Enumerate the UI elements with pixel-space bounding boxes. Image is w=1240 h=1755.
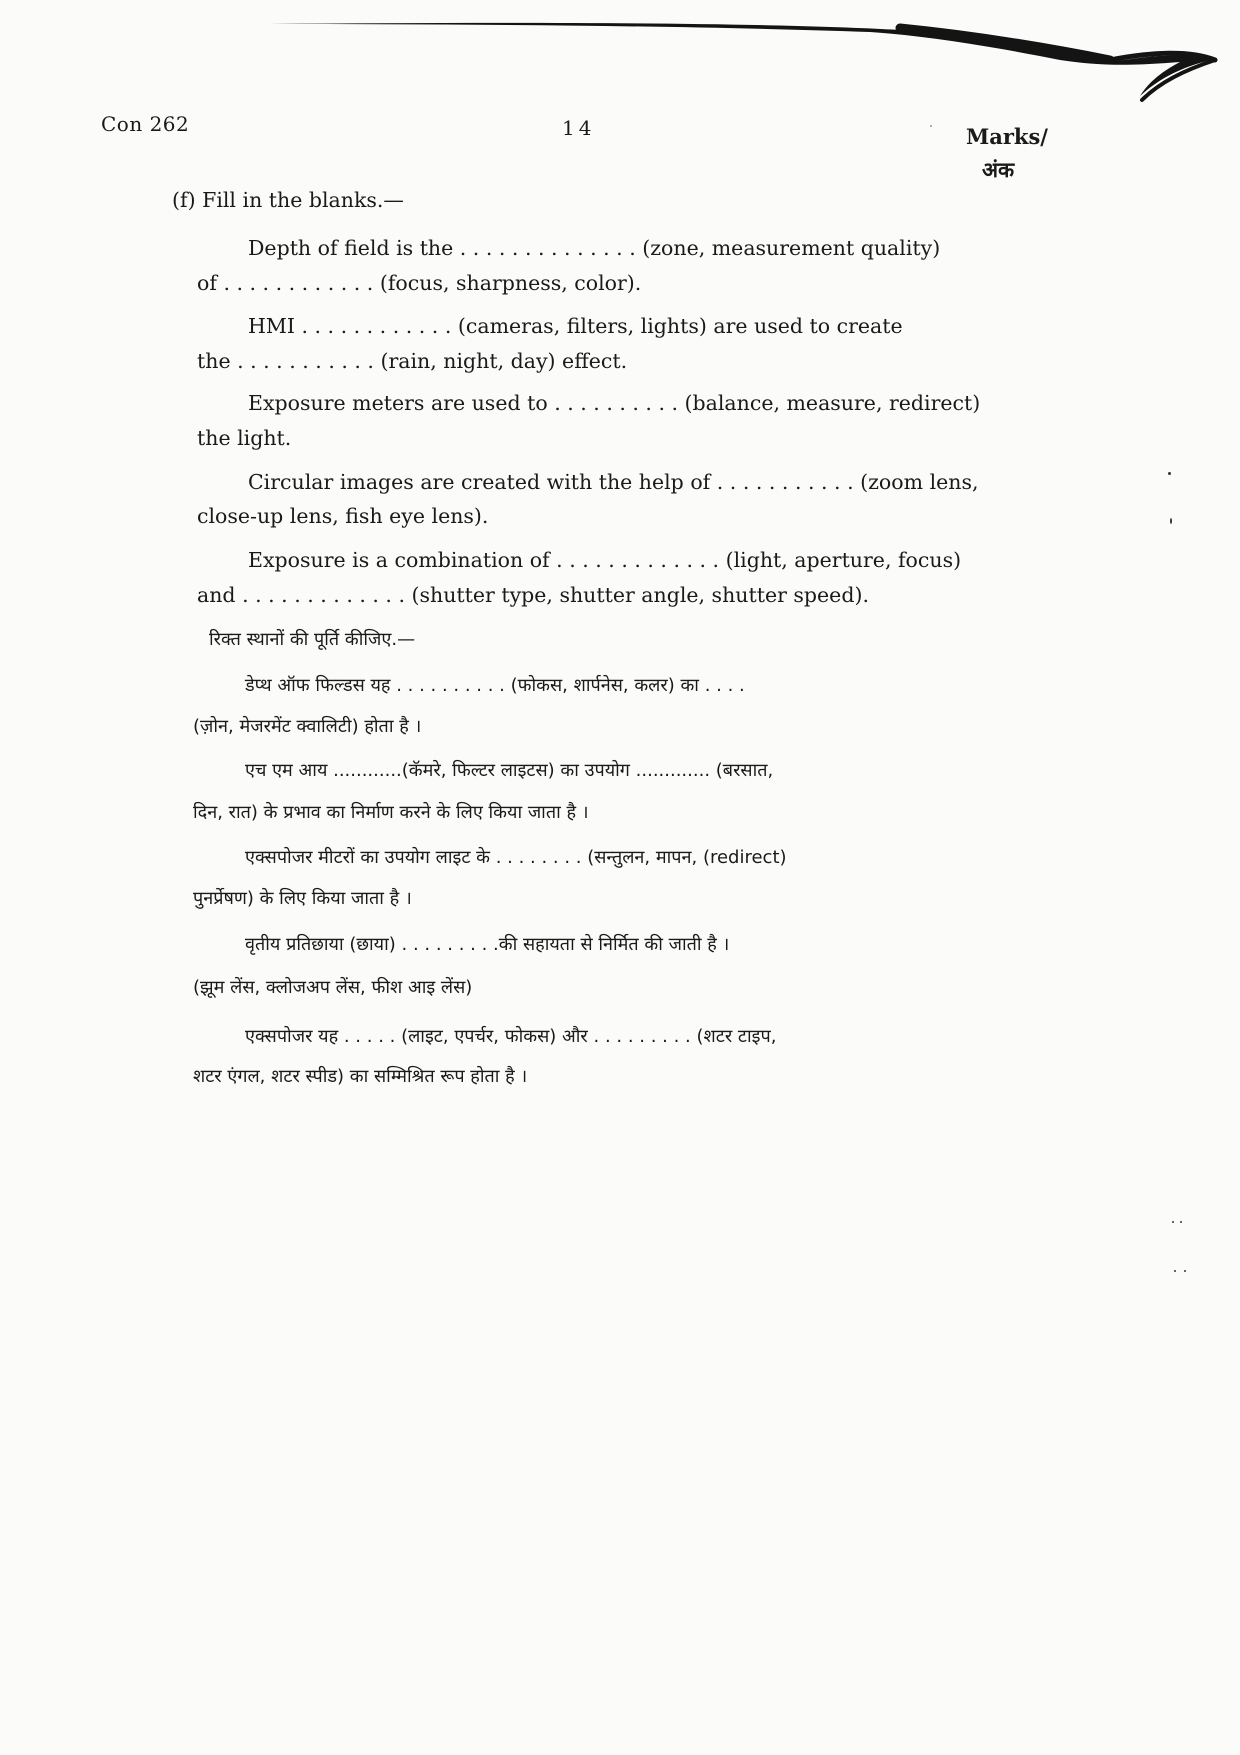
hindi-line-5: एक्सपोजर मीटरों का उपयोग लाइट के . . . . . . . . (सन्तुलन, मापन, (redirect) [245, 847, 787, 868]
english-line-4: the . . . . . . . . . . . (rain, night, day) effect. [197, 349, 628, 373]
exam-code: Con 262 [101, 112, 190, 136]
english-line-1: Depth of field is the . . . . . . . . . . . . . . (zone, measurement quality) [248, 236, 941, 260]
scan-speck [1180, 1221, 1182, 1223]
marks-label-en: Marks/ [966, 124, 1048, 149]
page-number: 14 [562, 116, 596, 140]
english-line-10: and . . . . . . . . . . . . . (shutter type, shutter angle, shutter speed). [197, 583, 869, 607]
scan-speck [930, 125, 932, 127]
english-line-8: close-up lens, fish eye lens). [197, 504, 489, 528]
scan-speck [1172, 1221, 1174, 1223]
hindi-line-2: (ज़ोन, मेजरमेंट क्वालिटी) होता है । [193, 716, 422, 737]
english-line-6: the light. [197, 426, 292, 450]
question-label: (f) Fill in the blanks.— [172, 188, 404, 212]
scan-speck [1168, 472, 1171, 475]
english-line-9: Exposure is a combination of . . . . . . . . . . . . . (light, aperture, focus) [248, 548, 962, 572]
scan-speck [1170, 518, 1172, 524]
marks-label-hi: अंक [982, 157, 1015, 182]
pen-stroke-mark [0, 0, 1240, 120]
scan-speck [1174, 1270, 1176, 1272]
english-line-7: Circular images are created with the help of . . . . . . . . . . . (zoom lens, [248, 470, 979, 494]
hindi-label: रिक्त स्थानों की पूर्ति कीजिए.— [209, 629, 416, 650]
hindi-line-1: डेप्थ ऑफ फिल्डस यह . . . . . . . . . . (फोकस, शार्पनेस, कलर) का . . . . [245, 675, 745, 696]
hindi-line-9: एक्सपोजर यह . . . . . (लाइट, एपर्चर, फोकस) और . . . . . . . . . (शटर टाइप, [245, 1026, 777, 1047]
hindi-line-10: शटर एंगल, शटर स्पीड) का सम्मिश्रित रूप होता है । [193, 1066, 528, 1087]
hindi-line-7: वृतीय प्रतिछाया (छाया) . . . . . . . . .की सहायता से निर्मित की जाती है । [245, 934, 730, 955]
marks-heading [966, 120, 1048, 186]
english-line-5: Exposure meters are used to . . . . . . . . . . (balance, measure, redirect) [248, 391, 981, 415]
scan-speck [1184, 1270, 1186, 1272]
hindi-line-3: एच एम आय ............(कॅमरे, फिल्टर लाइटस) का उपयोग ............. (बरसात, [245, 760, 774, 781]
hindi-line-4: दिन, रात) के प्रभाव का निर्माण करने के लिए किया जाता है । [193, 802, 589, 823]
hindi-line-6: पुनर्प्रेषण) के लिए किया जाता है । [193, 888, 412, 909]
english-line-3: HMI . . . . . . . . . . . . (cameras, filters, lights) are used to create [248, 314, 903, 338]
english-line-2: of . . . . . . . . . . . . (focus, sharpness, color). [197, 271, 642, 295]
hindi-line-8: (झूम लेंस, क्लोजअप लेंस, फीश आइ लेंस) [193, 977, 473, 998]
